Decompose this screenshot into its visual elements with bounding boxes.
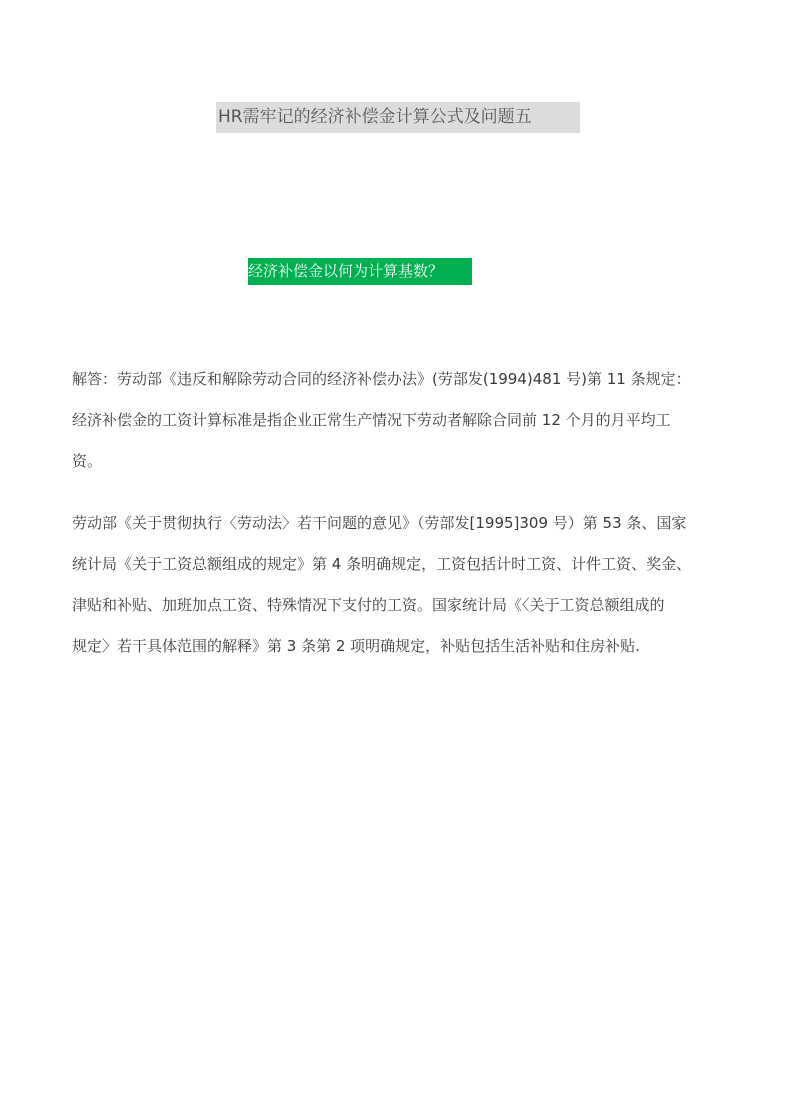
paragraph-line: 津贴和补贴、加班加点工资、特殊情况下支付的工资。国家统计局《〈关于工资总额组成的 [72,596,665,614]
paragraph-line: 资。 [72,452,103,470]
paragraph-line: 解答：劳动部《违反和解除劳动合同的经济补偿办法》(劳部发(1994)481 号)第 11 条规定： [72,370,691,388]
regulation-paragraph [72,503,732,667]
section-heading: 经济补偿金以何为计算基数？ [248,258,472,285]
paragraph-line: 经济补偿金的工资计算标准是指企业正常生产情况下劳动者解除合同前 12 个月的月平均工 [72,411,671,429]
answer-paragraph [72,359,732,482]
document-title: HR需牢记的经济补偿金计算公式及问题五 [216,102,580,133]
paragraph-line: 劳动部《关于贯彻执行〈劳动法〉若干问题的意见》（劳部发[1995]309 号）第 53 条、国家 [72,514,687,532]
paragraph-line: 规定〉若干具体范围的解释》第 3 条第 2 项明确规定，补贴包括生活补贴和住房补贴. [72,637,640,655]
paragraph-line: 统计局《关于工资总额组成的规定》第 4 条明确规定，工资包括计时工资、计件工资、奖金、 [72,555,692,573]
